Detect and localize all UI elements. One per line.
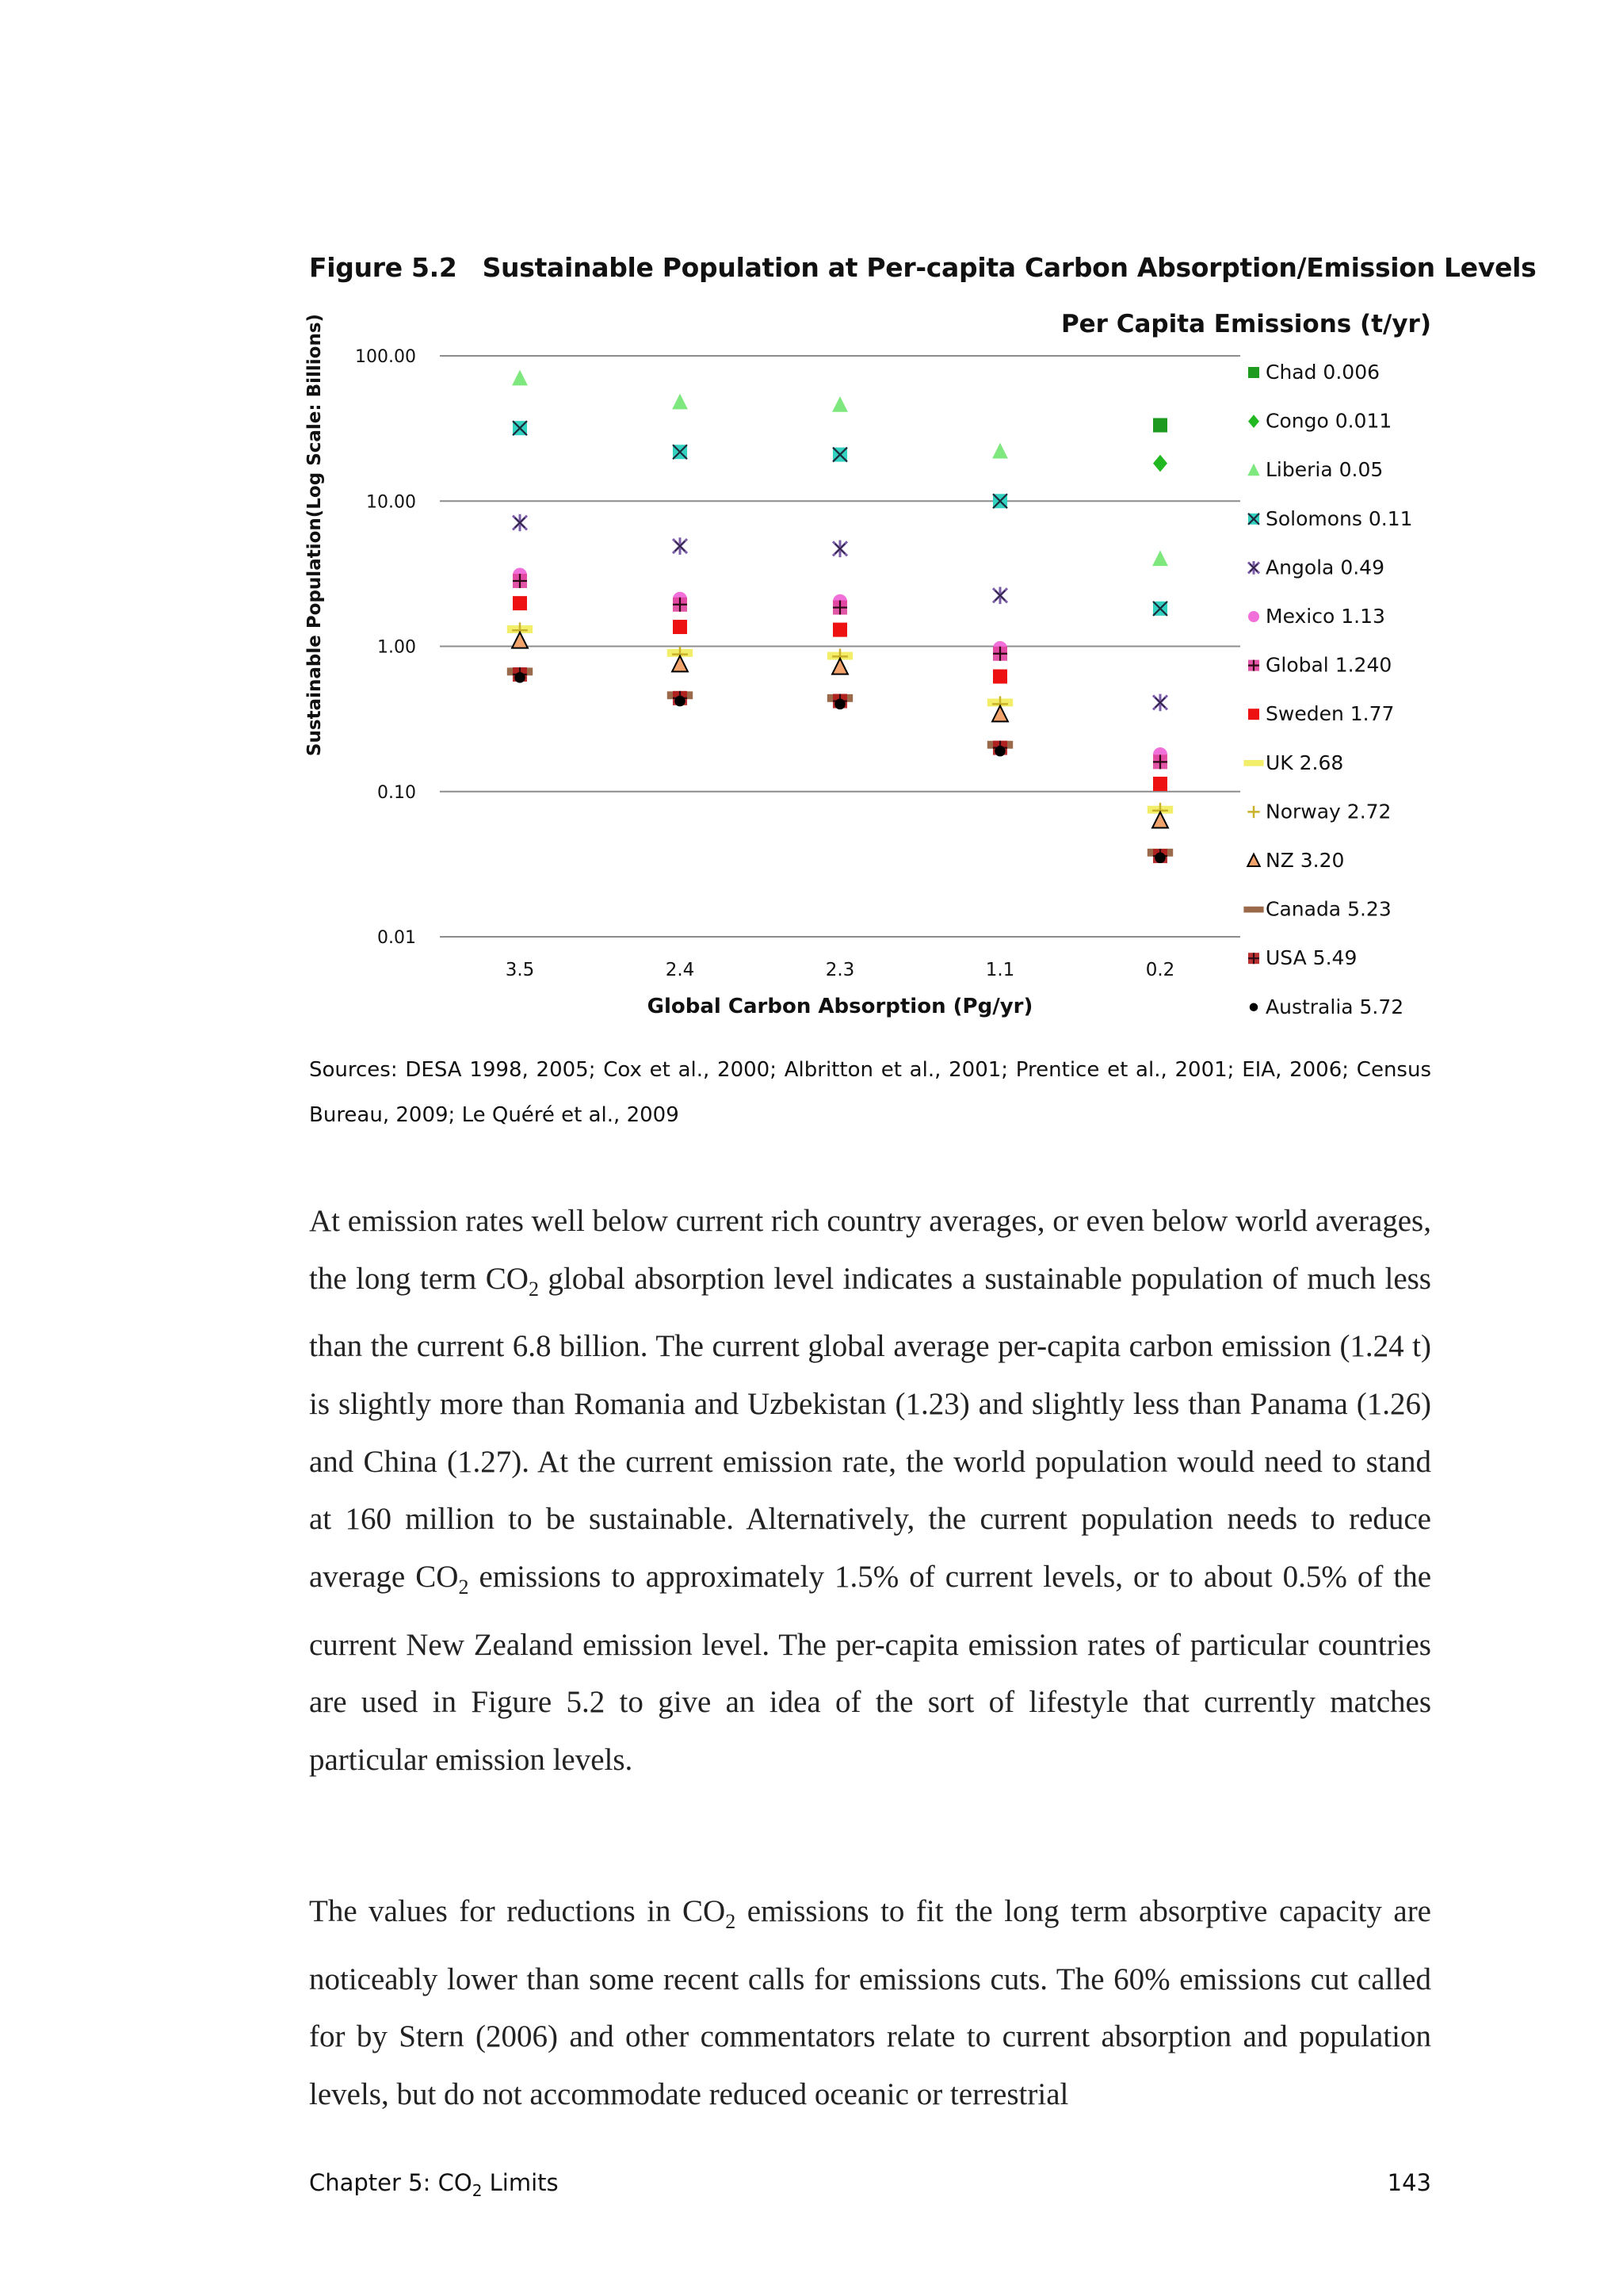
x-tick-label: 3.5	[505, 960, 535, 980]
data-point-nz	[512, 632, 528, 648]
legend-marker	[1248, 514, 1259, 525]
y-tick-label: 1.00	[377, 637, 416, 658]
legend-label: Liberia 0.05	[1266, 458, 1384, 482]
grid	[440, 356, 1240, 937]
data-point-solomons	[1153, 602, 1167, 616]
subscript: 2	[528, 1277, 539, 1301]
legend-item-nz	[1247, 849, 1344, 872]
data-point-australia	[834, 699, 846, 710]
chart	[293, 305, 1458, 1038]
data-point-solomons	[513, 421, 527, 435]
legend-label: Sweden 1.77	[1266, 702, 1395, 726]
legend-item-canada	[1243, 898, 1391, 921]
data-point-nz	[832, 659, 848, 674]
legend-marker	[1247, 806, 1259, 818]
legend-item-norway	[1247, 800, 1391, 823]
subscript: 2	[458, 1575, 469, 1599]
legend-label: Mexico 1.13	[1266, 605, 1385, 628]
legend-label: USA 5.49	[1266, 946, 1358, 970]
data-point-solomons	[993, 494, 1007, 508]
legend-label: UK 2.68	[1266, 751, 1344, 774]
chart-svg	[293, 305, 1458, 1038]
legend-item-mexico	[1248, 605, 1385, 628]
data-point-liberia	[992, 443, 1008, 459]
data-point-liberia	[512, 370, 528, 386]
legend-marker	[1243, 760, 1263, 766]
legend-item-sweden	[1248, 702, 1394, 725]
data-point-angola	[513, 514, 527, 532]
figure-caption: Sustainable Population at Per-capita Carbon Absorption/Emission Levels	[482, 252, 1537, 283]
legend-marker	[1248, 367, 1259, 378]
page-number: 143	[1387, 2169, 1431, 2196]
x-tick-label: 2.3	[825, 960, 855, 980]
figure-title	[309, 252, 1537, 283]
legend-label: Chad 0.006	[1266, 361, 1381, 384]
legend-label: NZ 3.20	[1266, 849, 1345, 872]
legend-item-australia	[1250, 995, 1403, 1018]
data-point-angola	[833, 541, 847, 558]
data-point-chad	[1153, 418, 1167, 433]
data-point-liberia	[672, 394, 688, 410]
figure-sources: Sources: DESA 1998, 2005; Cox et al., 2000; Albritton et al., 2001; Prentice et al., 2001; EIA, 2006; Census Bureau, 2009; Le Quéré et al., 2009	[309, 1058, 1431, 1127]
subscript: 2	[725, 1909, 736, 1933]
legend-marker	[1248, 709, 1259, 720]
legend-item-liberia	[1247, 458, 1383, 481]
legend-label: Solomons 0.11	[1266, 506, 1413, 530]
legend-label: Australia 5.72	[1266, 995, 1404, 1018]
data-point-sweden	[833, 623, 847, 637]
legend-marker	[1248, 611, 1259, 622]
body-paragraph: The values for reductions in $CO_2$ emissions to fit the long term absorptive capacity are noticeably lower than some recent calls for emissions cuts. The 60% emissions cut called for by Stern (2006) and other commentators relate to current absorption and population levels, but do not accommodate reduced oceanic or terrestrial	[309, 1894, 1431, 2111]
legend-marker	[1243, 907, 1263, 913]
data-point-liberia	[1152, 550, 1168, 566]
legend-item-solomons	[1248, 507, 1413, 530]
data-point-nz	[672, 656, 688, 672]
legend-item-congo	[1248, 410, 1392, 433]
legend-item-uk	[1243, 751, 1343, 774]
running-footer-chapter: Chapter 5: $CO_2$ Limits	[309, 2169, 559, 2200]
data-point-sweden	[673, 620, 687, 634]
figure-number: Figure 5.2	[309, 252, 457, 283]
data-point-australia	[514, 672, 525, 683]
legend-label: Angola 0.49	[1266, 556, 1384, 579]
legend-marker	[1250, 1003, 1258, 1012]
data-point-australia	[674, 696, 685, 707]
legend-marker	[1247, 854, 1259, 866]
y-ticks	[355, 347, 416, 948]
legend-item-usa	[1248, 946, 1357, 969]
legend-marker	[1248, 953, 1259, 964]
data-point-global	[513, 574, 527, 588]
legend-marker	[1248, 561, 1259, 575]
x-axis-label: Global Carbon Absorption (Pg/yr)	[647, 995, 1033, 1018]
x-ticks	[506, 960, 1175, 980]
data-point-nz	[1152, 812, 1168, 828]
y-tick-label: 0.01	[377, 928, 416, 948]
data-point-liberia	[832, 396, 848, 412]
legend-item-global	[1248, 654, 1392, 677]
legend	[1243, 361, 1412, 1018]
data-point-sweden	[993, 670, 1007, 684]
data-point-angola	[673, 537, 687, 555]
y-tick-label: 10.00	[366, 492, 416, 513]
legend-item-chad	[1248, 361, 1380, 384]
data-point-sweden	[513, 596, 527, 610]
legend-label: Norway 2.72	[1266, 800, 1392, 823]
legend-label: Global 1.240	[1266, 653, 1392, 677]
y-tick-label: 0.10	[377, 782, 416, 803]
x-tick-label: 0.2	[1145, 960, 1175, 980]
data-point-global	[993, 647, 1007, 661]
data-point-global	[1153, 755, 1167, 769]
markers	[507, 370, 1173, 863]
y-tick-label: 100.00	[355, 347, 416, 367]
legend-title: Per Capita Emissions (t/yr)	[1060, 310, 1431, 338]
x-tick-label: 2.4	[665, 960, 695, 980]
data-point-sweden	[1153, 777, 1167, 791]
x-tick-label: 1.1	[985, 960, 1015, 980]
legend-label: Congo 0.011	[1266, 409, 1392, 433]
data-point-nz	[992, 706, 1008, 722]
body-paragraph: At emission rates well below current rich country averages, or even below world averages, the long term $CO_2$ global absorption level indicates a sustainable population of much less than the current 6.8 billion. The current global average per-capita carbon emission (1.24 t) is slightly more than Romania and Uzbekistan (1.23) and slightly less than Panama (1.26) and China (1.27). At the current emission rate, the world population would need to stand at 160 million to be sustainable. Alternatively, the current population needs to reduce average $CO_2$ emissions to approximately 1.5% of current levels, or to about 0.5% of the current New Zealand emission level. The per-capita emission rates of particular countries are used in Figure 5.2 to give an idea of the sort of lifestyle that currently matches particular emission levels.	[309, 1204, 1431, 1777]
data-point-angola	[993, 587, 1007, 605]
legend-item-angola	[1248, 556, 1384, 579]
legend-marker	[1248, 660, 1259, 671]
data-point-congo	[1153, 455, 1167, 472]
data-point-solomons	[673, 445, 687, 459]
y-axis-label: Sustainable Population(Log Scale: Billions)	[304, 313, 325, 757]
data-point-global	[833, 601, 847, 615]
data-point-australia	[1155, 853, 1166, 864]
data-point-australia	[995, 746, 1006, 757]
legend-label: Canada 5.23	[1266, 897, 1392, 921]
legend-marker	[1247, 464, 1259, 476]
data-point-global	[673, 598, 687, 612]
legend-marker	[1248, 415, 1259, 428]
data-point-solomons	[833, 448, 847, 462]
data-point-angola	[1153, 694, 1167, 712]
